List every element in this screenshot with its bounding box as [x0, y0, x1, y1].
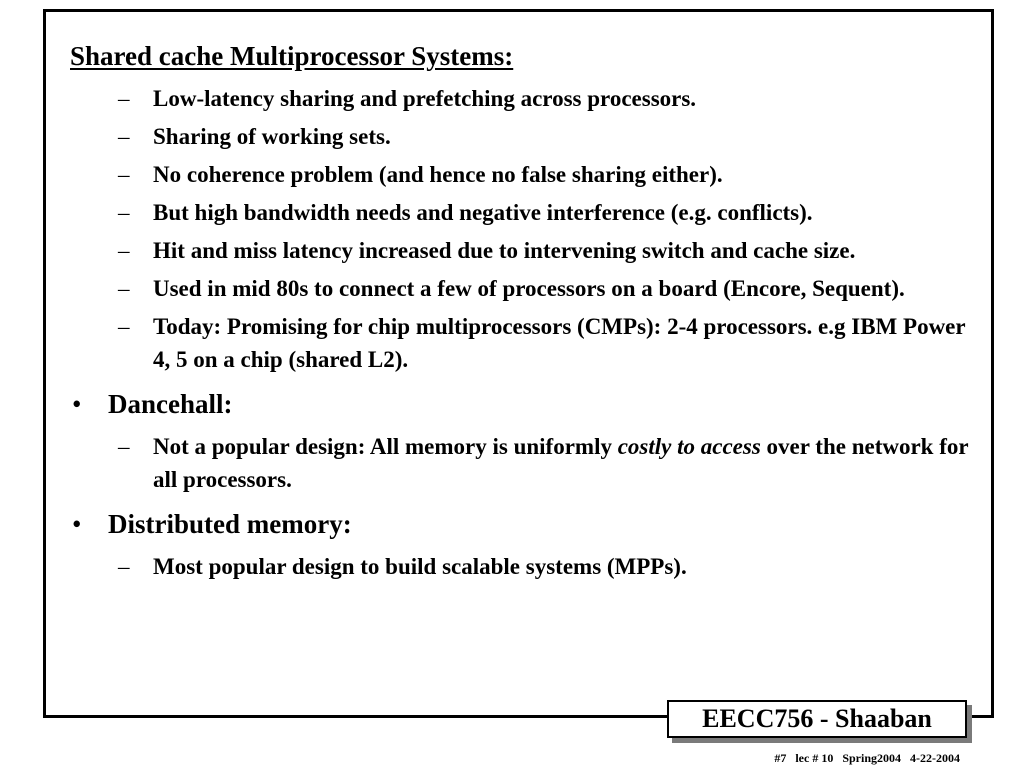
list-item	[118, 550, 980, 583]
list-item-text: No coherence problem (and hence no false sharing either).	[153, 162, 723, 187]
distributed-list	[70, 550, 980, 583]
dancehall-list	[70, 430, 980, 496]
footer-box	[667, 700, 972, 743]
list-item-text: Sharing of working sets.	[153, 124, 391, 149]
bullet-distributed-memory	[70, 506, 980, 542]
list-item	[118, 310, 980, 376]
emphasis-text: costly to access	[617, 434, 761, 459]
section-title-shared-cache: Shared cache Multiprocessor Systems:	[70, 41, 514, 71]
list-item-text: Most popular design to build scalable systems (MPPs).	[153, 554, 687, 579]
dash-marker: –	[118, 162, 130, 187]
list-item-text: Today: Promising for chip multiprocessors (CMPs): 2-4 processors. e.g IBM Power 4, 5 on a chip (shared L2).	[153, 314, 966, 372]
slide-content	[70, 40, 980, 588]
list-item-text-before: Not a popular design: All memory is uniformly	[153, 434, 618, 459]
bullet-dancehall	[70, 386, 980, 422]
list-item	[118, 234, 980, 267]
list-item-text-after: over the network for all processors.	[153, 434, 969, 492]
list-item-text: Used in mid 80s to connect a few of processors on a board (Encore, Sequent).	[153, 276, 905, 301]
dash-marker: –	[118, 276, 130, 301]
dash-marker: –	[118, 86, 130, 111]
dash-marker: –	[118, 314, 130, 339]
bullet-title: Dancehall:	[108, 389, 233, 419]
list-item	[118, 120, 980, 153]
dash-marker: –	[118, 124, 130, 149]
list-item	[118, 430, 980, 496]
list-item	[118, 82, 980, 115]
list-item	[118, 272, 980, 305]
bullet-marker: •	[72, 509, 82, 539]
footer-meta: #7 lec # 10 Spring2004 4-22-2004	[774, 751, 960, 765]
list-item-text: But high bandwidth needs and negative interference (e.g. conflicts).	[153, 200, 813, 225]
dash-marker: –	[118, 238, 130, 263]
bullet-marker: •	[72, 389, 82, 419]
footer-label: EECC756 - Shaaban	[667, 700, 967, 738]
shared-cache-list	[70, 82, 980, 376]
dash-marker: –	[118, 554, 130, 579]
dash-marker: –	[118, 200, 130, 225]
list-item	[118, 196, 980, 229]
bullet-title: Distributed memory:	[108, 509, 352, 539]
list-item	[118, 158, 980, 191]
list-item-text: Hit and miss latency increased due to intervening switch and cache size.	[153, 238, 856, 263]
dash-marker: –	[118, 434, 130, 459]
list-item-text: Low-latency sharing and prefetching across processors.	[153, 86, 697, 111]
